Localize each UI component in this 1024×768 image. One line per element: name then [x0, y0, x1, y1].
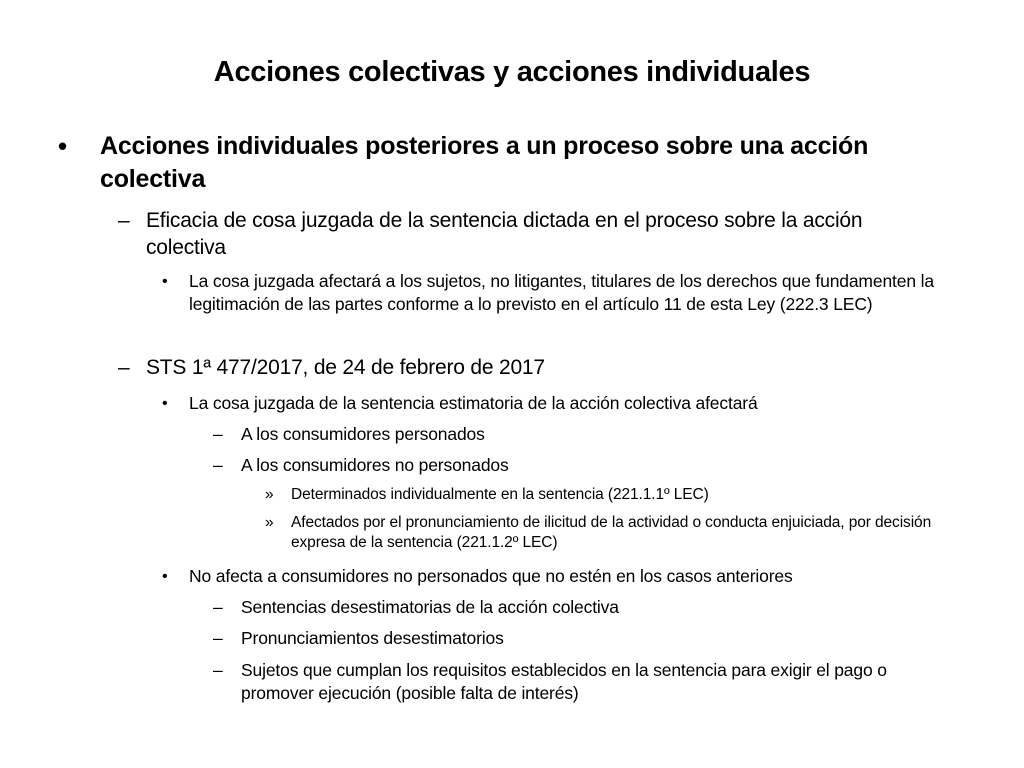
- list-item-text: Eficacia de cosa juzgada de la sentencia dictada en el proceso sobre la acción colectiva: [146, 209, 863, 259]
- dash-icon: –: [213, 660, 223, 680]
- list-item-text: No afecta a consumidores no personados que no estén en los casos anteriores: [189, 566, 793, 586]
- list-item-text: A los consumidores personados: [241, 424, 485, 444]
- list-item-level-3: [162, 270, 947, 316]
- dash-icon: –: [213, 424, 223, 444]
- list-item-level-4: [213, 454, 953, 477]
- list-item-text: Acciones individuales posteriores a un proceso sobre una acción colectiva: [100, 132, 869, 193]
- list-item-text: Determinados individualmente en la sentencia (221.1.1º LEC): [291, 486, 709, 503]
- list-item-text: La cosa juzgada afectará a los sujetos, no litigantes, titulares de los derechos que fundamenten la legitimación de las partes conforme a lo previsto en el artículo 11 de esta Ley (222.3 LEC): [189, 271, 934, 314]
- dash-icon: –: [213, 628, 223, 648]
- list-item-text: Pronunciamientos desestimatorios: [241, 628, 504, 648]
- list-item-text: La cosa juzgada de la sentencia estimatoria de la acción colectiva afectará: [189, 393, 758, 413]
- list-item-level-4: [213, 659, 933, 705]
- list-item-text: Sentencias desestimatorias de la acción colectiva: [241, 597, 619, 617]
- guillemet-icon: »: [265, 486, 274, 503]
- list-item-level-5: [265, 485, 945, 505]
- list-item-level-2: [118, 354, 918, 381]
- dash-icon: –: [213, 455, 223, 475]
- dash-icon: –: [118, 356, 130, 379]
- guillemet-icon: »: [265, 514, 274, 531]
- list-item-text: STS 1ª 477/2017, de 24 de febrero de 2017: [146, 356, 545, 379]
- bullet-icon: •: [162, 273, 168, 290]
- bullet-icon: •: [162, 395, 168, 412]
- dash-icon: –: [118, 209, 130, 232]
- list-item-text: Afectados por el pronunciamiento de ilicitud de la actividad o conducta enjuiciada, por decisión expresa de la sentencia (221.1.2º LEC): [291, 514, 932, 551]
- list-item-level-1: [58, 130, 958, 196]
- list-item-text: A los consumidores no personados: [241, 455, 509, 475]
- list-item-level-4: [213, 423, 953, 446]
- list-item-level-2: [118, 207, 918, 261]
- bullet-icon: •: [58, 131, 67, 161]
- list-item-text: Sujetos que cumplan los requisitos establecidos en la sentencia para exigir el pago o promover ejecución (posible falta de interés): [241, 660, 887, 703]
- list-item-level-5: [265, 513, 945, 553]
- slide-title: Acciones colectivas y acciones individuales: [213, 56, 811, 88]
- list-item-level-4: [213, 627, 953, 650]
- dash-icon: –: [213, 597, 223, 617]
- list-item-level-4: [213, 596, 953, 619]
- bullet-icon: •: [162, 568, 168, 585]
- list-item-level-3: [162, 392, 947, 415]
- list-item-level-3: [162, 565, 962, 588]
